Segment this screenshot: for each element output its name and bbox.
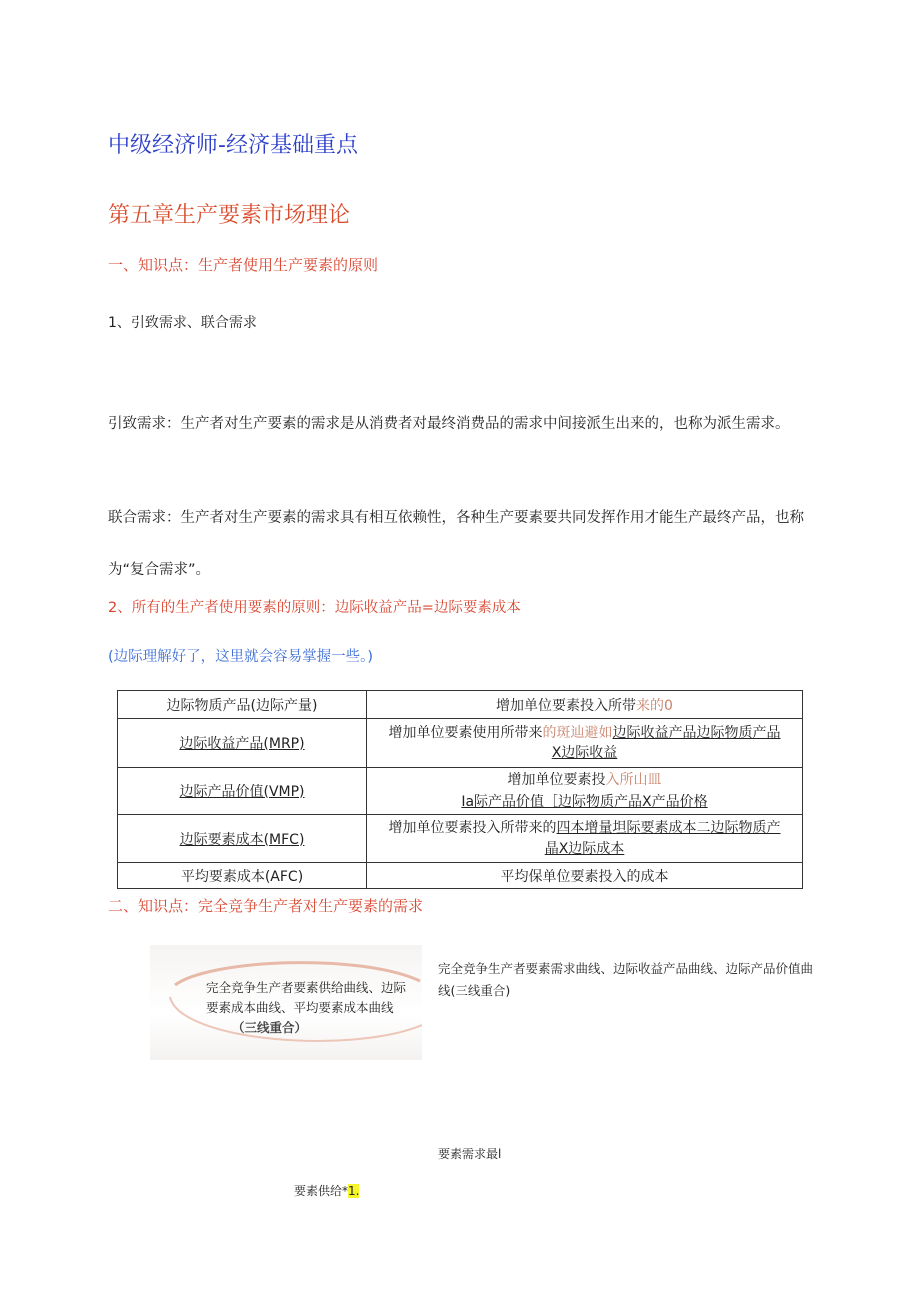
figure-text: 完全竞争生产者要素供给曲线、边际要素成本曲线、平均要素成本曲线	[206, 980, 407, 1015]
table-row	[118, 815, 803, 863]
item-2-heading: 2、所有的生产者使用要素的原则：边际收益产品=边际要素成本	[108, 600, 521, 616]
table-cell-definition: 增加单位要素投入所带来的0	[367, 691, 803, 719]
table-cell-definition: 平均保单位要素投入的成本	[367, 863, 803, 889]
table-cell-term: 平均要素成本(AFC)	[118, 863, 367, 889]
table-cell-term: 边际产品价值(VMP)	[118, 768, 367, 815]
chapter-heading: 第五章生产要素市场理论	[108, 203, 351, 228]
highlighted-mark: 1.	[348, 1184, 360, 1198]
joint-demand-paragraph: 联合需求：生产者对生产要素的需求具有相互依赖性，各种生产要素要共同发挥作用才能生产最终产品，也称为“复合需求”。	[108, 510, 804, 578]
supply-label: 要素供给*1.	[294, 1184, 360, 1198]
figure-subtext: （三线重合）	[232, 1020, 308, 1035]
item-1-heading: 1、引致需求、联合需求	[108, 315, 257, 331]
section-1-heading: 一、知识点：生产者使用生产要素的原则	[108, 256, 379, 274]
table-cell-term: 边际收益产品(MRP)	[118, 719, 367, 768]
table-cell-definition: 增加单位要素使用所带来的斑辿避如边际收益产品边际物质产品 X边际收益	[367, 719, 803, 768]
note-text: (边际理解好了，这里就会容易掌握一些。)	[108, 649, 374, 665]
figure-caption: 完全竞争生产者要素需求曲线、边际收益产品曲线、边际产品价值曲线(三线重合)	[438, 961, 814, 998]
table-row	[118, 768, 803, 815]
table-row	[118, 863, 803, 889]
supply-curves-figure	[150, 945, 422, 1060]
concept-table	[117, 690, 803, 889]
page-title: 中级经济师-经济基础重点	[108, 133, 358, 158]
derived-demand-paragraph: 引致需求：生产者对生产要素的需求是从消费者对最终消费品的需求中间接派生出来的，也称为派生需求。	[108, 416, 790, 432]
table-cell-term: 边际物质产品(边际产量)	[118, 691, 367, 719]
table-cell-definition: 增加单位要素投入所山皿 Ia际产品价值［边际物质产品X产品价格	[367, 768, 803, 815]
table-cell-term: 边际要素成本(MFC)	[118, 815, 367, 863]
section-2-heading: 二、知识点：完全竞争生产者对生产要素的需求	[108, 897, 424, 915]
table-row	[118, 691, 803, 719]
table-row	[118, 719, 803, 768]
demand-label: 要素需求最l	[438, 1147, 502, 1161]
table-cell-definition: 增加单位要素投入所带来的四本增量坦际要素成本二边际物质产 晶X边际成本	[367, 815, 803, 863]
